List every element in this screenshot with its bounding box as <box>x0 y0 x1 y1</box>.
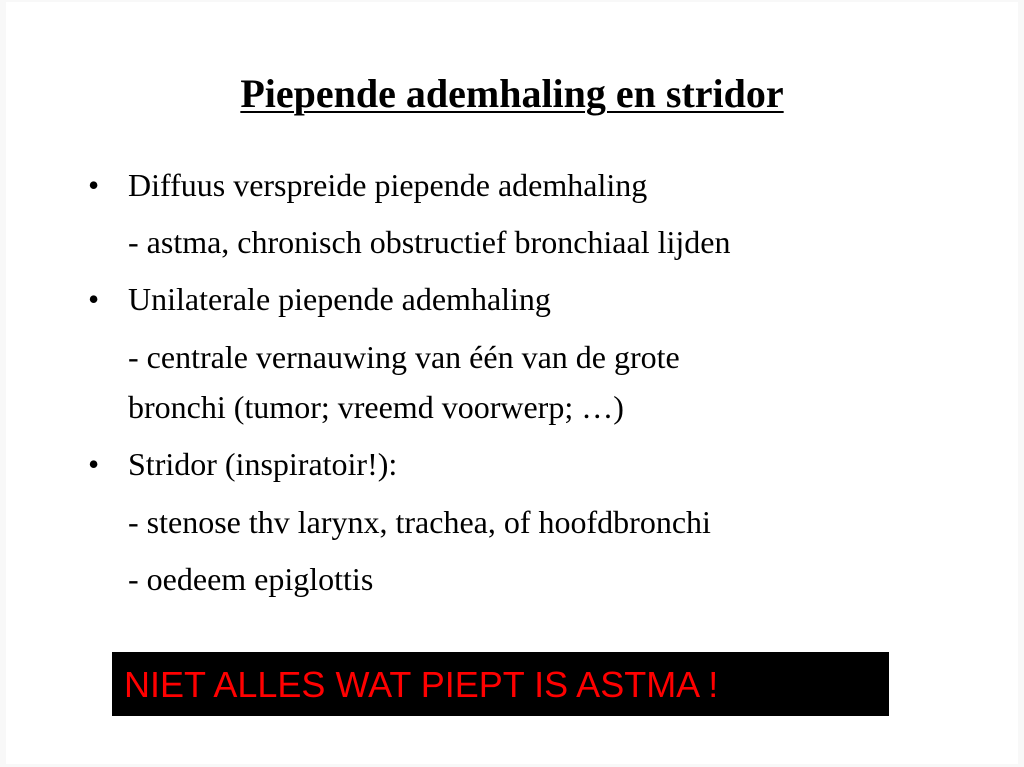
sub-item-central-narrowing-cont: bronchi (tumor; vreemd voorwerp; …) <box>128 389 624 425</box>
bullet-item-unilateral: Unilaterale piepende ademhaling <box>128 281 551 317</box>
sub-item-central-narrowing: - centrale vernauwing van één van de grote <box>128 339 680 375</box>
bullet-marker: • <box>88 446 100 482</box>
sub-item-epiglottis: - oedeem epiglottis <box>128 561 374 597</box>
warning-callout-text: NIET ALLES WAT PIEPT IS ASTMA ! <box>124 664 719 705</box>
sub-item-astma: - astma, chronisch obstructief bronchiaal lijden <box>128 224 731 260</box>
sub-item-stenosis: - stenose thv larynx, trachea, of hoofdbronchi <box>128 504 711 540</box>
bullet-item-diffuse: Diffuus verspreide piepende ademhaling <box>128 167 648 203</box>
bullet-marker: • <box>88 281 100 317</box>
bullet-marker: • <box>88 167 100 203</box>
bullet-item-stridor: Stridor (inspiratoir!): <box>128 446 398 482</box>
slide-title: Piepende ademhaling en stridor <box>240 71 784 116</box>
warning-callout-box <box>112 652 889 716</box>
